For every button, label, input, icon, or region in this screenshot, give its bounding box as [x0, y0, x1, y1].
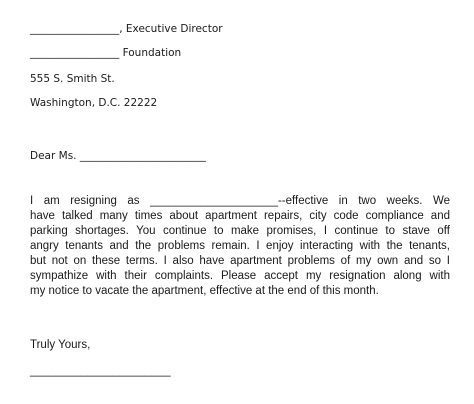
salutation: Dear Ms. ________________________	[30, 150, 206, 162]
address-street: 555 S. Smith St.	[30, 73, 115, 85]
body-line: but not on these terms. I also have apartment problems of my own and so I	[30, 255, 450, 267]
body-line: angry tenants and the problems remain. I enjoy interacting with the tenants,	[30, 240, 450, 252]
signature-line: ______________________	[30, 365, 171, 377]
letter-body	[30, 194, 450, 299]
body-line: have talked many times about apartment repairs, city code compliance and	[30, 210, 450, 222]
address-city: Washington, D.C. 22222	[30, 97, 158, 109]
recipient-foundation-line: _________________ Foundation	[30, 47, 182, 59]
recipient-director-line: _________________, Executive Director	[30, 23, 223, 35]
body-line: my notice to vacate the apartment, effective at the end of this month.	[30, 285, 379, 297]
body-line: sympathize with their complaints. Please accept my resignation along with	[30, 270, 450, 282]
closing: Truly Yours,	[30, 339, 91, 351]
body-line: parking shortages. You continue to make promises, I continue to stave off	[30, 225, 450, 237]
body-line: I am resigning as ____________________--effective in two weeks. We	[30, 195, 450, 207]
